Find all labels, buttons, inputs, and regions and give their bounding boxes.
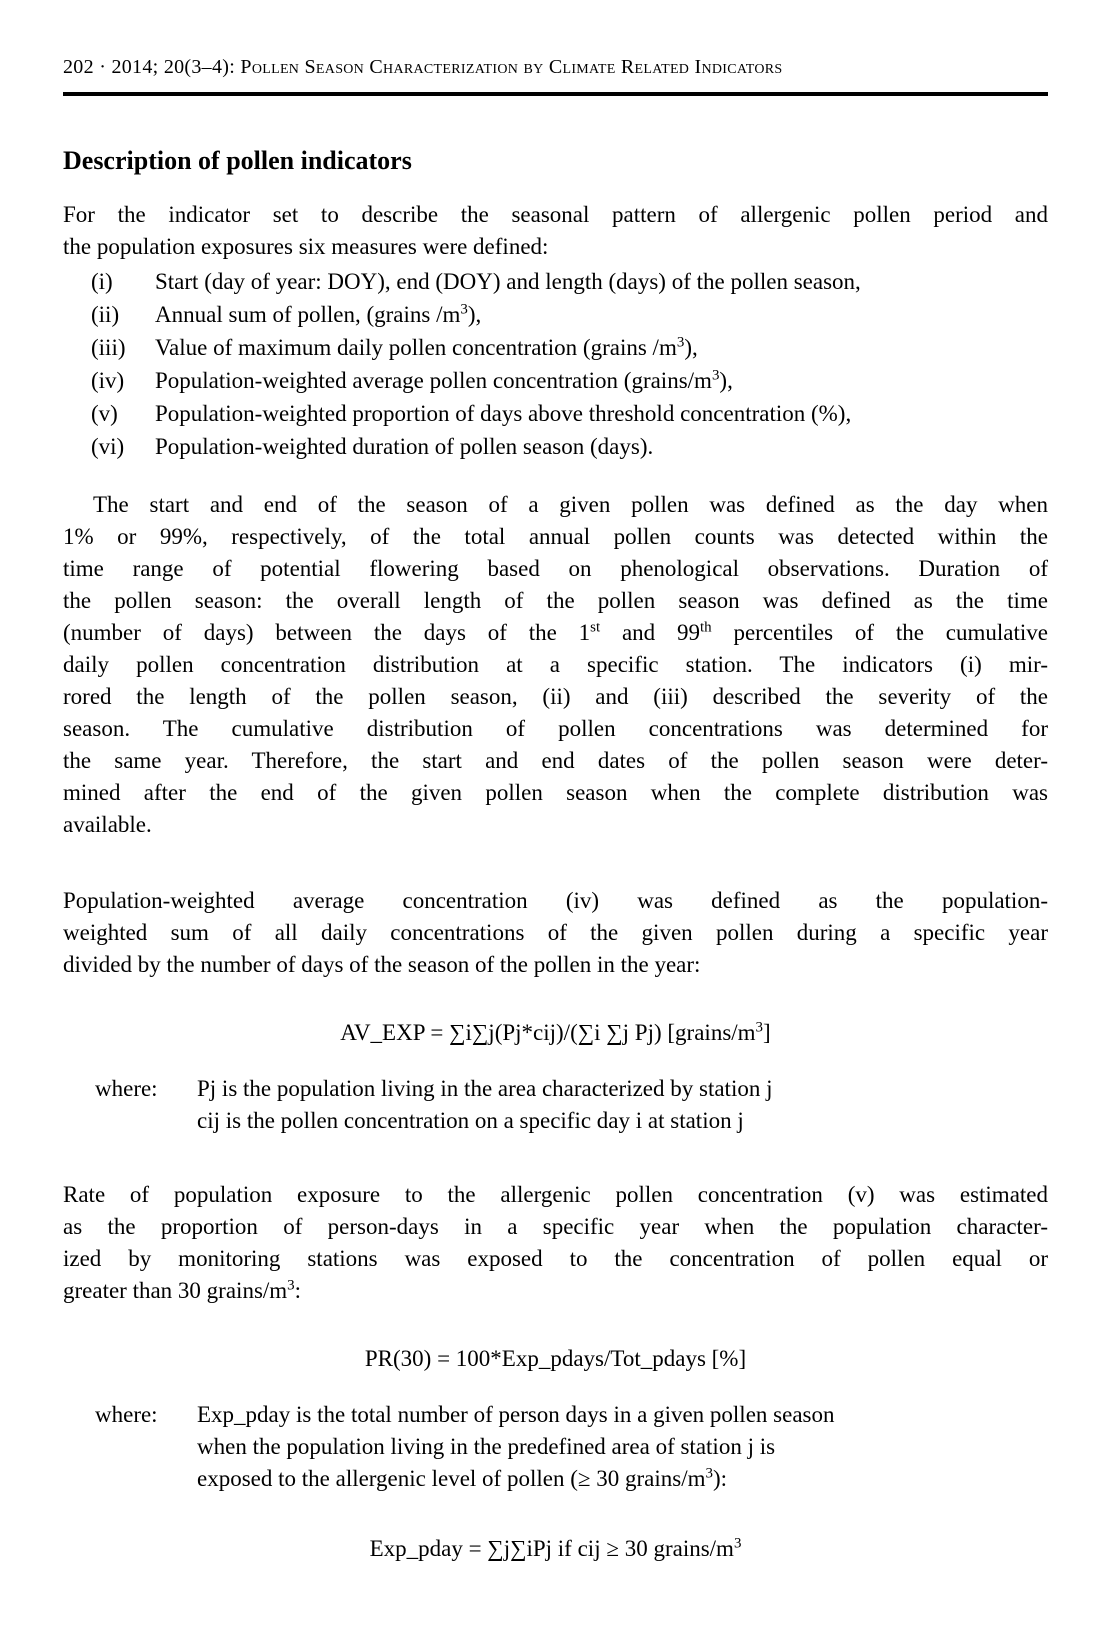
paragraph-line: mined after the end of the given pollen season when the complete distribution was — [63, 780, 1048, 805]
where-definition-lines — [197, 1399, 1048, 1495]
paragraph-line: as the proportion of person-days in a specific year when the population character- — [63, 1214, 1048, 1239]
paragraph-line: For the indicator set to describe the seasonal pattern of allergenic pollen period and — [63, 202, 1048, 227]
list-item-text: Population-weighted proportion of days above threshold concentration (%), — [155, 401, 852, 426]
list-item-text: Population-weighted average pollen concentration $(grains/m^3)$, — [155, 367, 733, 393]
paragraph-line: Population-weighted average concentration (iv) was defined as the population- — [63, 888, 1048, 913]
list-item-text: Annual sum of pollen, (grains $/m^3$), — [155, 301, 482, 327]
paragraph-line: season. The cumulative distribution of pollen concentrations was determined for — [63, 716, 1048, 741]
list-item — [91, 265, 1048, 298]
paragraph-line: divided by the number of days of the season of the pollen in the year: — [63, 952, 701, 977]
paragraph-line: the same year. Therefore, the start and end dates of the pollen season were deter- — [63, 748, 1048, 773]
header-divider — [63, 92, 1048, 96]
paragraph-line: the population exposures six measures were defined: — [63, 234, 549, 259]
definition-line: when the population living in the predefined area of station j is — [197, 1434, 776, 1459]
where-label: where: — [95, 1076, 158, 1101]
paragraph-line: The start and end of the season of a given pollen was defined as the day when — [93, 492, 1048, 517]
list-item-number: (i) — [91, 269, 113, 294]
definition-line: Exp_pday is the total number of person days in a given pollen season — [197, 1402, 835, 1427]
list-item-text: Start (day of year: DOY), end (DOY) and length (days) of the pollen season, — [155, 269, 861, 294]
definition-line: Pj is the population living in the area characterized by station j — [197, 1076, 773, 1101]
formula-av-exp: AV_EXP = ∑i∑j(Pj*cij)/(∑i ∑j Pj) $[grains/m^3]$ — [340, 1019, 771, 1045]
list-item — [91, 397, 1048, 430]
list-item — [91, 331, 1048, 364]
formula-exp-pday: Exp_pday = ∑j∑iPj if cij ≥ 30 grains/$m^3$ — [369, 1535, 742, 1561]
where-definitions — [95, 1399, 1048, 1495]
indicator-list — [63, 265, 1048, 463]
average-concentration-paragraph — [63, 885, 1048, 981]
paragraph-line: Rate of population exposure to the allergenic pollen concentration (v) was estimated — [63, 1182, 1048, 1207]
where-label: where: — [95, 1402, 158, 1427]
section-heading: Description of pollen indicators — [63, 146, 412, 175]
paragraph-line: the pollen season: the overall length of the pollen season was defined as the time — [63, 588, 1048, 613]
list-item-number: (iv) — [91, 368, 125, 393]
list-item-number: (ii) — [91, 302, 120, 327]
paragraph-line: weighted sum of all daily concentrations of the given pollen during a specific year — [63, 920, 1048, 945]
where-definitions — [95, 1073, 1048, 1137]
paragraph-line: rored the length of the pollen season, (ii) and (iii) described the severity of the — [63, 684, 1048, 709]
list-item-text: Population-weighted duration of pollen season (days). — [155, 434, 654, 459]
formula-pr30: PR(30) = 100*Exp_pdays/Tot_pdays [%] — [364, 1346, 747, 1371]
paragraph-line: ized by monitoring stations was exposed to the concentration of pollen equal or — [63, 1246, 1048, 1271]
definition-line: exposed to the allergenic level of pollen (≥ 30 grains/$m^3$): — [197, 1465, 728, 1491]
exposure-rate-paragraph — [63, 1179, 1048, 1307]
list-item-number: (vi) — [91, 434, 125, 459]
list-item-number: (iii) — [91, 335, 126, 360]
season-definition-paragraph — [63, 489, 1048, 841]
list-item — [91, 364, 1048, 397]
paragraph-line: available. — [63, 812, 152, 837]
intro-paragraph — [63, 199, 1048, 263]
where-definition-lines — [197, 1073, 1048, 1137]
running-head — [63, 56, 1048, 79]
definition-line: cij is the pollen concentration on a specific day i at station j — [197, 1108, 744, 1133]
list-item — [91, 298, 1048, 331]
running-head-title: Pollen Season Characterization by Climate Related Indicators — [240, 56, 783, 78]
paragraph-line: time range of potential flowering based on phenological observations. Duration of — [63, 556, 1048, 581]
paragraph-line: daily pollen concentration distribution at a specific station. The indicators (i) mir- — [63, 652, 1048, 677]
paragraph-line: 1% or 99%, respectively, of the total annual pollen counts was detected within the — [63, 524, 1048, 549]
list-item — [91, 430, 1048, 463]
list-item-number: (v) — [91, 401, 118, 426]
paragraph-line: greater than 30 grains/$m^3$: — [63, 1277, 302, 1303]
paragraph-line: (number of days) between the days of the 1st and 99th percentiles of the cumulative — [63, 619, 1048, 645]
list-item-text: Value of maximum daily pollen concentration (grains $/m^3$), — [155, 334, 698, 360]
page-number-citation: 202 · 2014; 20(3–4): — [63, 56, 241, 78]
